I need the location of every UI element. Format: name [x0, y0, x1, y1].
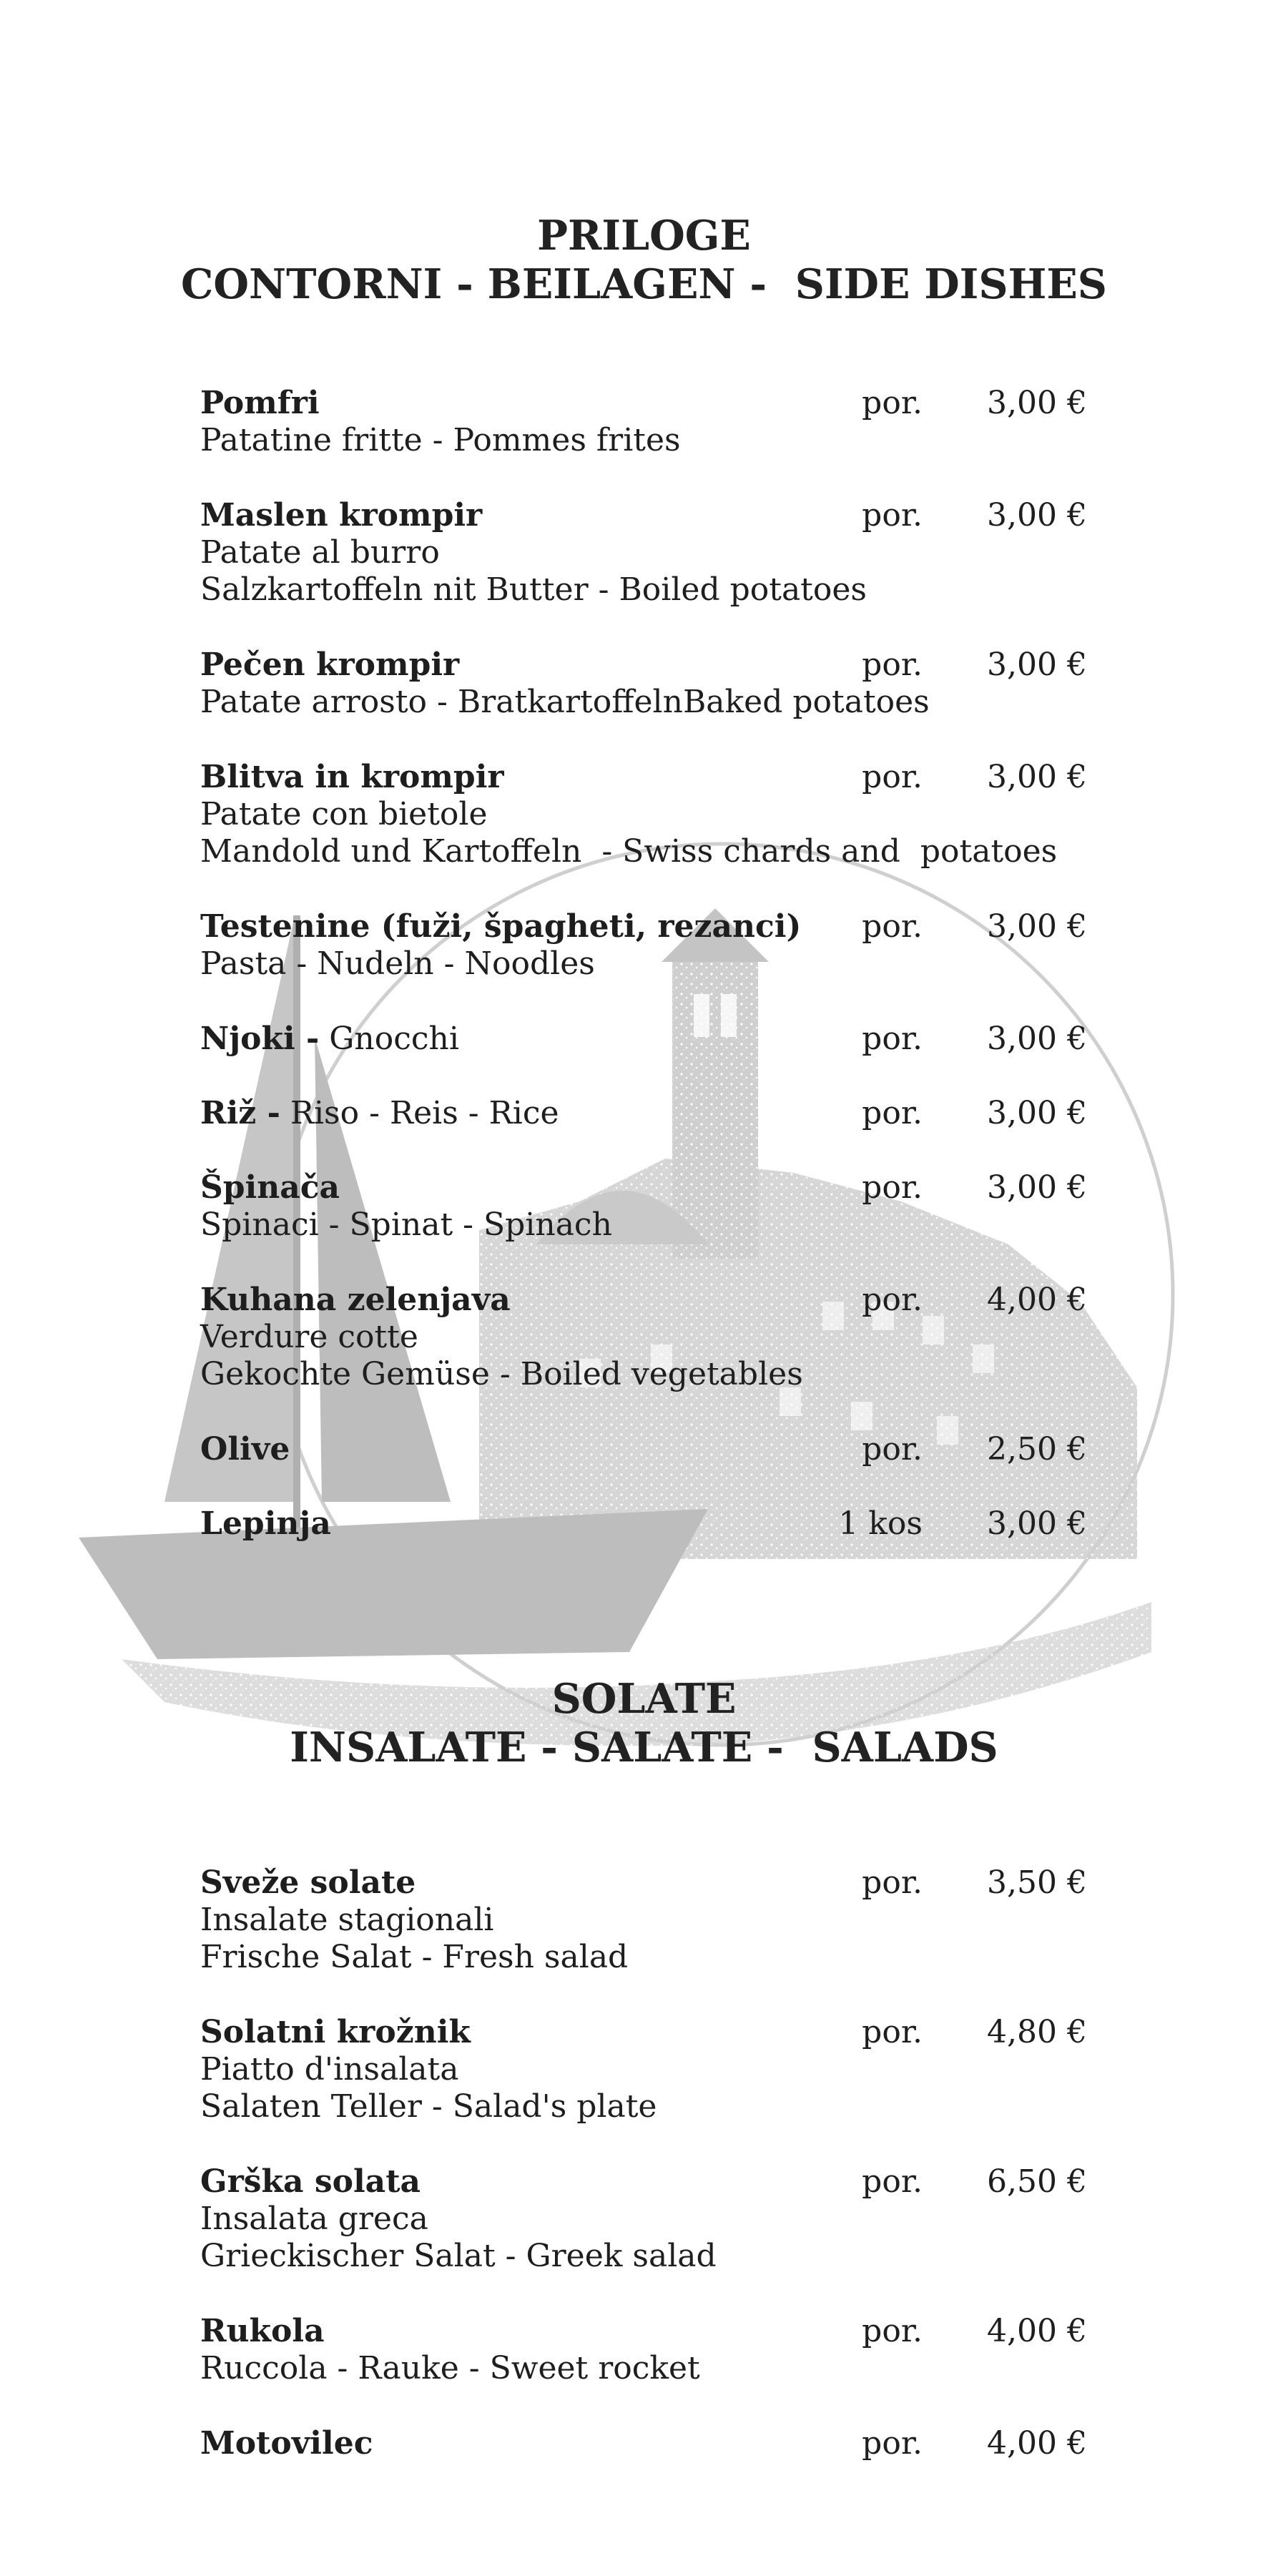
item-name-suffix: Gnocchi	[319, 1021, 459, 1057]
item-price: 4,00 €	[987, 2313, 1087, 2349]
item-unit: por.	[862, 2313, 923, 2349]
item-name: Kuhana zelenjava	[200, 1282, 511, 1318]
menu-item	[200, 1431, 1087, 1468]
item-desc: Insalate stagionali	[200, 1902, 494, 1938]
item-unit: por.	[862, 1021, 923, 1057]
item-unit: por.	[862, 2425, 923, 2462]
item-desc: Patatine fritte - Pommes frites	[200, 422, 681, 458]
item-name: Solatni krožnik	[200, 2014, 471, 2050]
item-unit: por.	[862, 908, 923, 945]
item-name: Blitva in krompir	[200, 759, 504, 795]
item-name: Pečen krompir	[200, 647, 460, 683]
side-dishes-title-line1: PRILOGE	[537, 212, 751, 260]
item-unit: por.	[862, 1431, 923, 1468]
item-desc: Grieckischer Salat - Greek salad	[200, 2238, 717, 2274]
menu-item	[200, 1505, 1087, 1543]
item-name	[200, 1021, 1087, 1058]
item-name	[200, 1095, 1087, 1132]
menu-item	[200, 497, 1087, 609]
item-name: Rukola	[200, 2313, 325, 2349]
item-unit: por.	[862, 759, 923, 795]
menu-item	[200, 2313, 1087, 2387]
item-unit: por.	[862, 647, 923, 683]
item-price: 4,80 €	[987, 2014, 1087, 2050]
menu-item	[200, 2163, 1087, 2275]
item-desc: Mandold und Kartoffeln - Swiss chards and potatoes	[200, 833, 1058, 870]
item-price: 3,00 €	[987, 1095, 1087, 1131]
item-price: 2,50 €	[987, 1431, 1087, 1468]
item-desc: Verdure cotte	[200, 1319, 418, 1355]
item-name: Olive	[200, 1431, 290, 1468]
item-name: Testenine (fuži, špagheti, rezanci)	[200, 908, 802, 945]
menu-item	[200, 2014, 1087, 2125]
item-price: 3,00 €	[987, 497, 1087, 534]
item-price: 3,00 €	[987, 759, 1087, 795]
salads-title	[0, 1675, 1288, 1772]
item-desc: Pasta - Nudeln - Noodles	[200, 945, 595, 982]
item-desc: Insalata greca	[200, 2201, 428, 2237]
item-unit: por.	[862, 1282, 923, 1318]
salads-title-line2: INSALATE - SALATE - SALADS	[290, 1724, 998, 1771]
item-name: Sveže solate	[200, 1864, 416, 1901]
item-desc: Spinaci - Spinat - Spinach	[200, 1206, 612, 1243]
menu-item	[200, 908, 1087, 983]
item-price: 3,00 €	[987, 1169, 1087, 1206]
item-unit: por.	[862, 497, 923, 534]
item-desc: Frische Salat - Fresh salad	[200, 1939, 629, 1975]
menu-item	[200, 1021, 1087, 1058]
menu-item	[200, 1864, 1087, 1976]
item-price: 3,00 €	[987, 385, 1087, 421]
menu-item	[200, 759, 1087, 870]
item-price: 6,50 €	[987, 2163, 1087, 2200]
item-price: 4,00 €	[987, 2425, 1087, 2462]
item-name-suffix: Riso - Reis - Rice	[280, 1095, 559, 1131]
menu-item	[200, 1282, 1087, 1393]
item-unit: 1 kos	[838, 1505, 923, 1542]
item-desc: Ruccola - Rauke - Sweet rocket	[200, 2350, 700, 2386]
item-unit: por.	[862, 1095, 923, 1131]
menu-item	[200, 1169, 1087, 1244]
menu-item	[200, 385, 1087, 459]
item-name-bold: Riž -	[200, 1095, 280, 1131]
item-desc: Gekochte Gemüse - Boiled vegetables	[200, 1356, 803, 1392]
item-price: 3,50 €	[987, 1864, 1087, 1901]
item-desc: Patate al burro	[200, 534, 440, 571]
item-unit: por.	[862, 2014, 923, 2050]
item-name: Pomfri	[200, 385, 320, 421]
item-desc: Salzkartoffeln nit Butter - Boiled potatoes	[200, 571, 867, 608]
item-desc: Piatto d'insalata	[200, 2051, 459, 2088]
item-name-bold: Njoki -	[200, 1021, 320, 1057]
menu-item	[200, 1095, 1087, 1132]
side-dishes-title	[0, 212, 1288, 309]
side-dishes-title-line2: CONTORNI - BEILAGEN - SIDE DISHES	[181, 260, 1107, 308]
item-price: 3,00 €	[987, 908, 1087, 945]
item-name: Špinača	[200, 1169, 340, 1206]
item-name: Motovilec	[200, 2425, 373, 2462]
item-desc: Salaten Teller - Salad's plate	[200, 2088, 657, 2125]
item-name: Grška solata	[200, 2163, 421, 2200]
item-unit: por.	[862, 2163, 923, 2200]
salads-title-line1: SOLATE	[551, 1675, 737, 1723]
item-unit: por.	[862, 385, 923, 421]
item-price: 3,00 €	[987, 1505, 1087, 1542]
item-unit: por.	[862, 1864, 923, 1901]
item-price: 4,00 €	[987, 1282, 1087, 1318]
item-price: 3,00 €	[987, 1021, 1087, 1057]
item-unit: por.	[862, 1169, 923, 1206]
item-desc: Patate arrosto - BratkartoffelnBaked potatoes	[200, 684, 930, 720]
item-name: Maslen krompir	[200, 497, 483, 534]
menu-item	[200, 647, 1087, 721]
item-desc: Patate con bietole	[200, 796, 488, 832]
menu-item	[200, 2425, 1087, 2462]
item-price: 3,00 €	[987, 647, 1087, 683]
item-name: Lepinja	[200, 1505, 331, 1542]
